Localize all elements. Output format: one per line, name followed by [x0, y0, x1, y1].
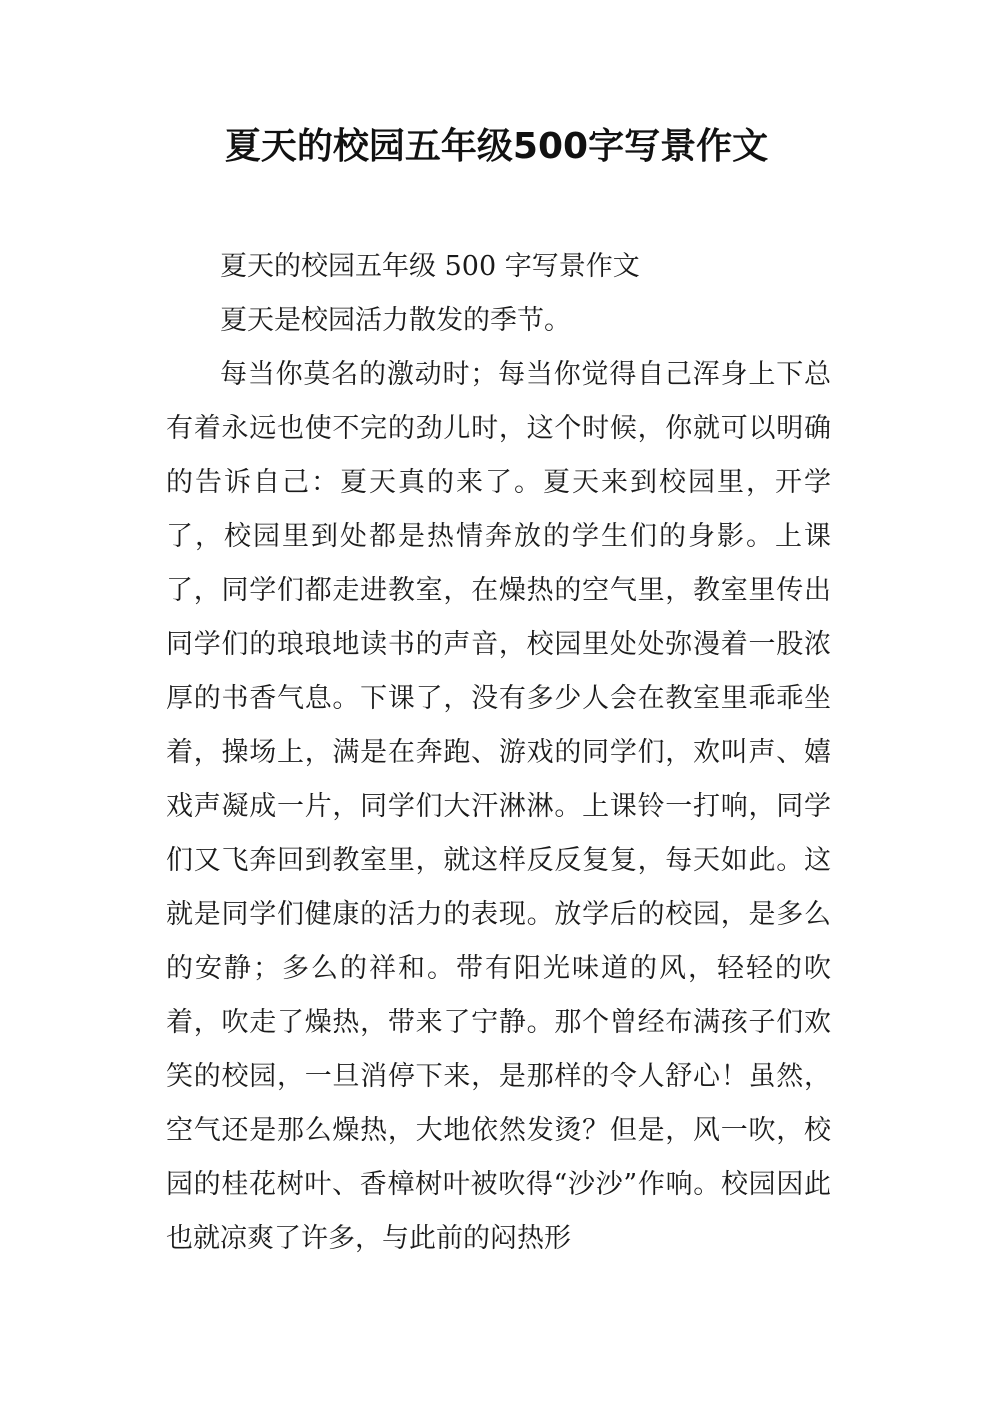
paragraph-subtitle: 夏天的校园五年级 500 字写景作文	[220, 251, 640, 282]
document-body	[166, 240, 831, 1266]
paragraph-intro: 夏天是校园活力散发的季节。	[220, 305, 571, 336]
document-title: 夏天的校园五年级500字写景作文	[224, 126, 769, 167]
paragraph-main: 每当你莫名的激动时；每当你觉得自己浑身上下总有着永远也使不完的劲儿时，这个时候，你就可以明确的告诉自己：夏天真的来了。夏天来到校园里，开学了，校园里到处都是热情奔放的学生们的身影。上课了，同学们都走进教室，在燥热的空气里，教室里传出同学们的琅琅地读书的声音，校园里处处弥漫着一股浓厚的书香气息。下课了，没有多少人会在教室里乖乖坐着，操场上，满是在奔跑、游戏的同学们，欢叫声、嬉戏声凝成一片，同学们大汗淋淋。上课铃一打响，同学们又飞奔回到教室里，就这样反反复复，每天如此。这就是同学们健康的活力的表现。放学后的校园，是多么的安静；多么的祥和。带有阳光味道的风，轻轻的吹着，吹走了燥热，带来了宁静。那个曾经布满孩子们欢笑的校园，一旦消停下来，是那样的令人舒心！虽然，空气还是那么燥热，大地依然发烫？但是，风一吹，校园的桂花树叶、香樟树叶被吹得“沙沙”作响。校园因此也就凉爽了许多，与此前的闷热形	[166, 359, 831, 1254]
